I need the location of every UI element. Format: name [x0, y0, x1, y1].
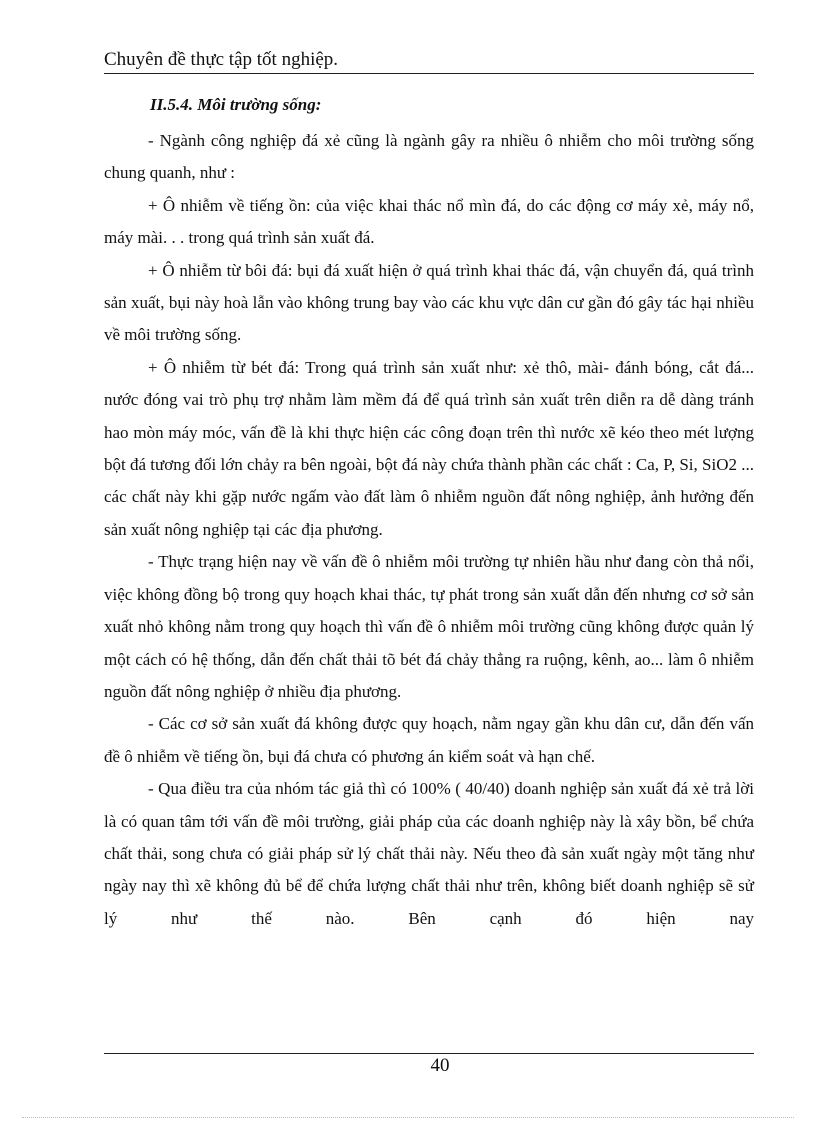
paragraph-unplanned-facilities: - Các cơ sở sản xuất đá không được quy hoạch, nằm ngay gần khu dân cư, dẫn đến vấn đề ô nhiễm về tiếng ồn, bụi đá chưa có phương án kiểm soát và hạn chế.	[104, 714, 754, 766]
section-heading: II.5.4. Môi trường sống:	[150, 95, 322, 114]
page-number: 40	[430, 1055, 450, 1076]
paragraph-dust: + Ô nhiễm từ bôi đá: bụi đá xuất hiện ở quá trình khai thác đá, vận chuyển đá, quá trình sản xuất, bụi này hoà lẫn vào không trung bay vào các khu vực dân cư gần đó gây tác hại nhiều về môi trường sống.	[104, 260, 754, 345]
body-text	[104, 125, 754, 935]
paragraph-survey: - Qua điều tra của nhóm tác giả thì có 100% ( 40/40) doanh nghiệp sản xuất đá xẻ trả lời là có quan tâm tới vấn đề môi trường, giải pháp của các doanh nghiệp này là xây bồn, bể chứa chất thải, song chưa có giải pháp sử lý chất thải này. Nếu theo đà sản xuất ngày một tăng như ngày nay thì xẽ không đủ bể để chứa lượng chất thải như trên, không biết doanh nghiệp sẽ sử lý như thế nào. Bên cạnh đó hiện nay	[104, 779, 754, 928]
running-header: Chuyên đề thực tập tốt nghiệp.	[104, 49, 339, 70]
page-edge-divider	[22, 1117, 794, 1118]
paragraph-noise: + Ô nhiễm về tiếng ồn: của việc khai thác nổ mìn đá, do các động cơ máy xẻ, máy nổ, máy mài. . . trong quá trình sản xuất đá.	[104, 195, 754, 248]
paragraph-current-state: - Thực trạng hiện nay về vấn đề ô nhiễm môi trường tự nhiên hầu như đang còn thả nổi, việc không đồng bộ trong quy hoạch khai thác, tự phát trong sản xuất dẫn đến nhưng cơ sở sản xuất nhỏ không nằm trong quy hoạch thì vấn đề ô nhiễm môi trường cũng không được quản lý một cách có hệ thống, dẫn đến chất thải tõ bét đá chảy thẳng ra ruộng, kênh, ao... làm ô nhiễm nguồn đất nông nghiệp ở nhiều địa phương.	[104, 552, 754, 701]
header-divider	[104, 73, 754, 74]
paragraph-intro: - Ngành công nghiệp đá xẻ cũng là ngành gây ra nhiều ô nhiễm cho môi trường sống chung quanh, như :	[104, 131, 754, 183]
paragraph-powder: + Ô nhiễm từ bét đá: Trong quá trình sản xuất như: xẻ thô, mài- đánh bóng, cắt đá... nước đóng vai trò phụ trợ nhằm làm mềm đá để quá trình sản xuất trên diễn ra dễ dàng tránh hao mòn máy móc, vấn đề là khi thực hiện các công đoạn trên thì nước xẽ kéo theo mét lượng bột đá tương đối lớn chảy ra bên ngoài, bột đá này chứa thành phần các chất : Ca, P, Si, SiO2 ... các chất này khi gặp nước ngấm vào đất làm ô nhiễm nguồn đất nông nghiệp, ảnh hưởng đến sản xuất nông nghiệp tại các địa phương.	[104, 357, 754, 539]
